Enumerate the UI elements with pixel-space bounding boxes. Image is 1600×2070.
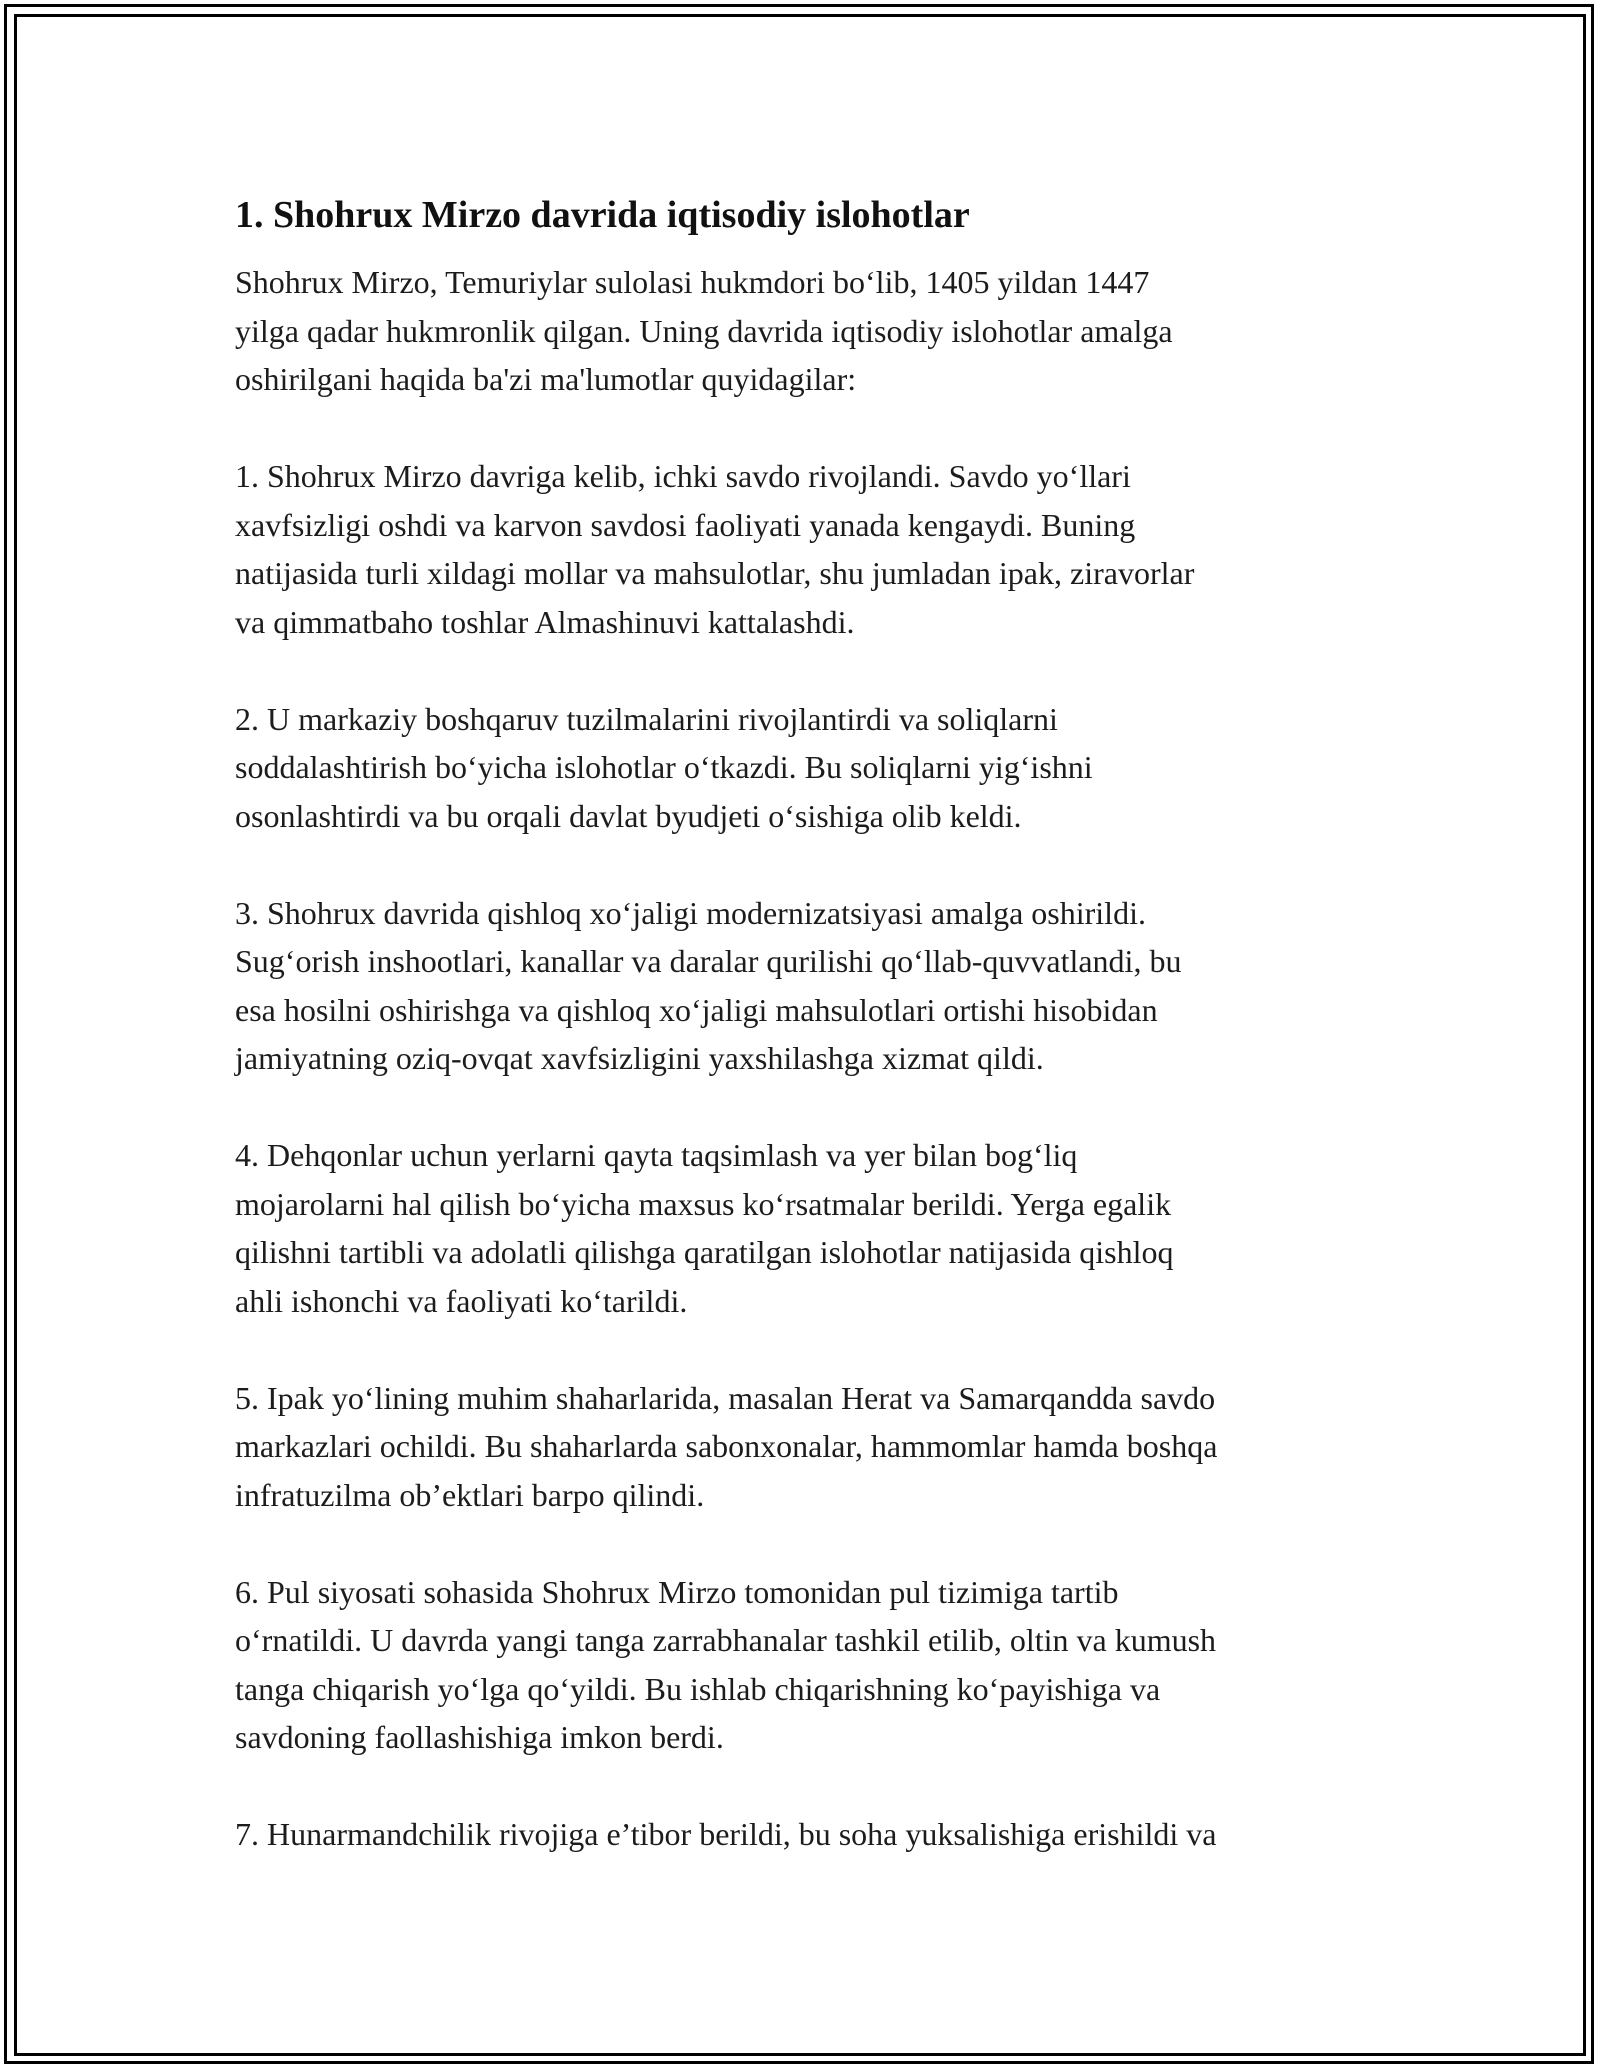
paragraph-item-7: 7. Hunarmandchilik rivojiga e’tibor berildi, bu soha yuksalishiga erishildi va <box>235 1816 1217 1852</box>
paragraph-item-4: 4. Dehqonlar uchun yerlarni qayta taqsimlash va yer bilan bog‘liq mojarolarni hal qilish bo‘yicha maxsus ko‘rsatmalar berildi. Yerga egalik qilishni tartibli va adolatli qilishga qaratilgan islohotlar natijasida qishloq ahli ishonchi va faoliyati ko‘tarildi. <box>235 1137 1174 1319</box>
paragraph-item-3: 3. Shohrux davrida qishloq xo‘jaligi modernizatsiyasi amalga oshirildi. Sug‘orish inshootlari, kanallar va daralar qurilishi qo‘llab-quvvatlandi, bu esa hosilni oshirishga va qishloq xo‘jaligi mahsulotlari ortishi hisobidan jamiyatning oziq-ovqat xavfsizligini yaxshilashga xizmat qildi. <box>235 894 1182 1076</box>
document-body <box>235 190 1375 1907</box>
paragraph-item-6: 6. Pul siyosati sohasida Shohrux Mirzo tomonidan pul tizimiga tartib o‘rnatildi. U davrda yangi tanga zarrabhanalar tashkil etilib, oltin va kumush tanga chiqarish yo‘lga qo‘yildi. Bu ishlab chiqarishning ko‘payishiga va savdoning faollashishiga imkon berdi. <box>235 1573 1217 1755</box>
intro-paragraph: Shohrux Mirzo, Temuriylar sulolasi hukmdori bo‘lib, 1405 yildan 1447 yilga qadar hukmronlik qilgan. Uning davrida iqtisodiy islohotlar amalga oshirilgani haqida ba'zi ma'lumotlar quyidagilar: <box>235 264 1173 397</box>
paragraph-item-2: 2. U markaziy boshqaruv tuzilmalarini rivojlantirdi va soliqlarni soddalashtirish bo‘yicha islohotlar o‘tkazdi. Bu soliqlarni yig‘ishni osonlashtirdi va bu orqali davlat byudjeti o‘sishiga olib keldi. <box>235 700 1093 834</box>
document-title: 1. Shohrux Mirzo davrida iqtisodiy islohotlar <box>235 194 970 236</box>
paragraph-item-5: 5. Ipak yo‘lining muhim shaharlarida, masalan Herat va Samarqandda savdo markazlari ochildi. Bu shaharlarda sabonxonalar, hammomlar hamda boshqa infratuzilma ob’ektlari barpo qilindi. <box>235 1379 1218 1513</box>
paragraph-item-1: 1. Shohrux Mirzo davriga kelib, ichki savdo rivojlandi. Savdo yo‘llari xavfsizligi oshdi va karvon savdosi faoliyati yanada kengaydi. Buning natijasida turli xildagi mollar va mahsulotlar, shu jumladan ipak, ziravorlar va qimmatbaho toshlar Almashinuvi kattalashdi. <box>235 458 1195 640</box>
